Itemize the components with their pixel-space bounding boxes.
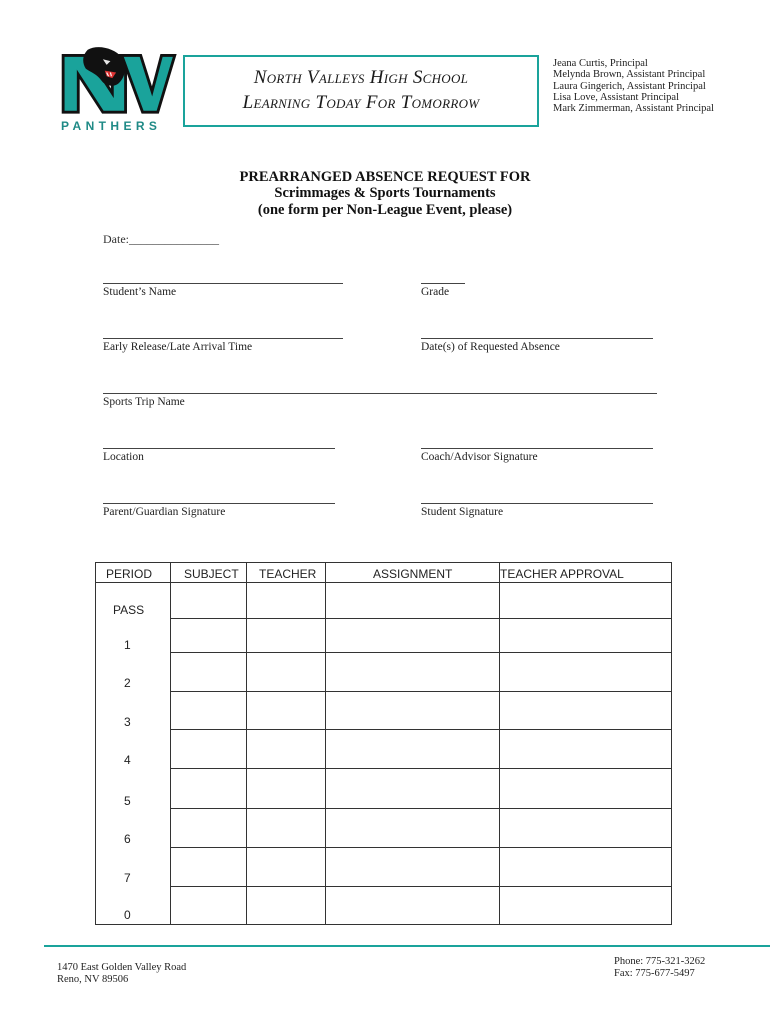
row-label-period: 2 [124, 676, 131, 690]
row-label-period: 5 [124, 794, 131, 808]
column-header-subject: SUBJECT [184, 567, 239, 581]
column-header-period: PERIOD [106, 567, 153, 581]
form-note: (one form per Non-League Event, please) [257, 202, 513, 218]
admin-line: Mark Zimmerman, Assistant Principal [553, 103, 714, 115]
column-header-assignment: ASSIGNMENT [373, 567, 453, 581]
dates-requested-input-line[interactable] [421, 338, 653, 339]
admin-line: Lisa Love, Assistant Principal [553, 91, 679, 103]
school-title-box [183, 55, 539, 127]
row-label-period: 6 [124, 832, 131, 846]
dates-requested-label: Date(s) of Requested Absence [421, 341, 560, 353]
date-field[interactable]: Date:_______________ [103, 232, 219, 246]
table-rule [671, 562, 672, 924]
row-label-period: 1 [124, 638, 131, 652]
table-rule [95, 924, 672, 925]
school-contact [614, 956, 705, 980]
nv-panther-logo-icon [56, 46, 180, 116]
row-label-period: 4 [124, 753, 131, 767]
student-signature-label: Student Signature [421, 506, 504, 518]
footer-divider [44, 945, 770, 947]
row-label-period: 7 [124, 871, 131, 885]
fax-number: Fax: 775-677-5497 [614, 968, 695, 979]
table-rule [170, 562, 171, 924]
row-label-pass: PASS [113, 603, 145, 617]
column-header-teacher-approval: TEACHER APPROVAL [500, 567, 624, 581]
table-rule [499, 562, 500, 924]
location-input-line[interactable] [103, 448, 335, 449]
form-subtitle: Scrimmages & Sports Tournaments [274, 185, 496, 201]
address-line: 1470 East Golden Valley Road [57, 962, 187, 973]
school-address [57, 962, 186, 986]
parent-signature-line[interactable] [103, 503, 335, 504]
phone-number: Phone: 775-321-3262 [614, 956, 706, 967]
school-motto: Learning Today For Tomorrow [242, 92, 480, 113]
column-header-teacher: TEACHER [259, 567, 317, 581]
parent-signature-label: Parent/Guardian Signature [103, 506, 226, 518]
form-title: PREARRANGED ABSENCE REQUEST FOR [239, 169, 531, 185]
admin-line: Melynda Brown, Assistant Principal [553, 69, 706, 81]
location-label: Location [103, 451, 144, 463]
sports-trip-input-line[interactable] [103, 393, 657, 394]
sports-trip-label: Sports Trip Name [103, 396, 185, 408]
student-signature-line[interactable] [421, 503, 653, 504]
row-label-period: 3 [124, 715, 131, 729]
row-label-period: 0 [124, 908, 131, 922]
grade-input-line[interactable] [421, 283, 465, 284]
address-line: Reno, NV 89506 [57, 974, 129, 985]
grade-label: Grade [421, 286, 450, 298]
table-rule [325, 562, 326, 924]
coach-signature-line[interactable] [421, 448, 653, 449]
table-rule [95, 562, 672, 563]
early-release-input-line[interactable] [103, 338, 343, 339]
admin-line: Laura Gingerich, Assistant Principal [553, 80, 706, 92]
assignment-table [95, 562, 672, 926]
early-release-label: Early Release/Late Arrival Time [103, 341, 253, 353]
school-name: North Valleys High School [253, 67, 469, 88]
table-rule [95, 562, 96, 924]
admin-line: Jeana Curtis, Principal [553, 58, 648, 69]
table-rule [246, 562, 247, 924]
student-name-input-line[interactable] [103, 283, 343, 284]
administration-list [553, 58, 714, 114]
mascot-wordmark: PANTHERS [61, 119, 162, 133]
table-rule [95, 582, 672, 583]
student-name-label: Student’s Name [103, 286, 177, 298]
coach-signature-label: Coach/Advisor Signature [421, 451, 538, 463]
